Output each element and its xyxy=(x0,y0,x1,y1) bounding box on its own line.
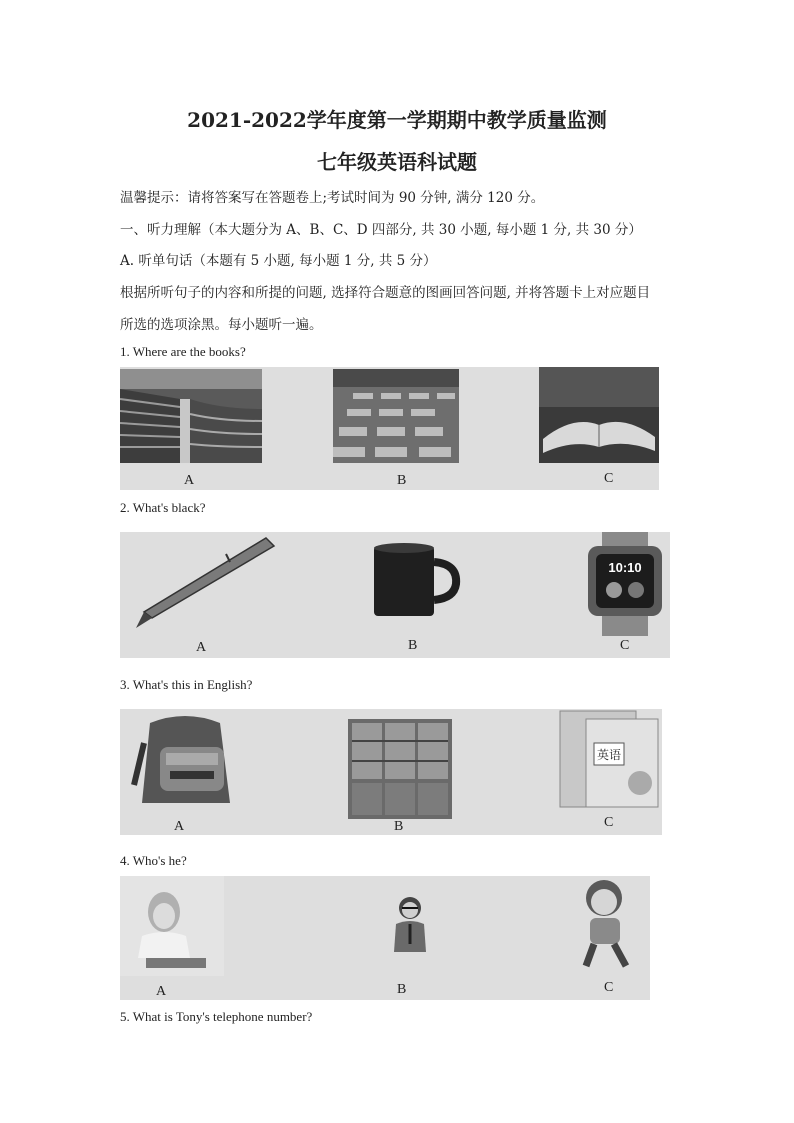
question-3: 3. What's this in English? xyxy=(120,677,253,692)
question-1-pictures xyxy=(120,367,659,490)
option-c-label: C xyxy=(604,471,614,486)
open-book-icon xyxy=(539,367,659,463)
question-4-pictures xyxy=(120,876,650,1000)
pen-icon xyxy=(126,532,276,636)
option-b-label: B xyxy=(397,473,407,488)
classroom-desks-icon xyxy=(333,369,459,463)
english-textbook-icon xyxy=(556,709,662,809)
option-a-label: A xyxy=(196,640,207,655)
watch-time: 10:10 xyxy=(608,560,642,575)
open-book-picture xyxy=(539,367,659,463)
option-a-label: A xyxy=(156,984,167,999)
part-a-heading: A. 听单句话（本题有 5 小题, 每小题 1 分, 共 5 分） xyxy=(120,253,437,269)
question-4: 4. Who's he? xyxy=(120,853,187,868)
library-picture xyxy=(120,369,262,463)
option-c-label: C xyxy=(604,815,614,830)
question-5: 5. What is Tony's telephone number? xyxy=(120,1009,313,1024)
option-c-label: C xyxy=(604,980,614,995)
backpack-icon xyxy=(130,713,240,809)
library-bookshelves-icon xyxy=(120,369,262,463)
option-b-label: B xyxy=(397,982,407,997)
question-3-pictures xyxy=(120,709,662,835)
cartoon-boy-icon xyxy=(572,876,644,972)
option-b-label: B xyxy=(408,638,418,653)
option-a-label: A xyxy=(184,473,195,488)
mug-icon xyxy=(368,540,464,620)
exam-title: 2021-2022学年度第一学期期中教学质量监测 xyxy=(187,108,607,132)
question-2-pictures xyxy=(120,532,670,658)
smartwatch-icon xyxy=(580,532,670,636)
question-1: 1. Where are the books? xyxy=(120,344,246,359)
instruction: 根据所听句子的内容和所提的问题, 选择符合题意的图画回答问题, 并将答题卡上对应题目 xyxy=(120,285,651,301)
section-heading: 一、听力理解（本大题分为 A、B、C、D 四部分, 共 30 小题, 每小题 1 分, 共 30 分） xyxy=(120,222,642,238)
bookcase-icon xyxy=(348,719,452,819)
classroom-picture xyxy=(333,369,459,463)
instruction-cont: 所选的选项涂黑。每小题听一遍。 xyxy=(120,317,323,333)
girl-reading-icon xyxy=(120,876,224,976)
option-c-label: C xyxy=(620,638,630,653)
man-with-glasses-icon xyxy=(386,894,434,954)
question-2: 2. What's black? xyxy=(120,500,206,515)
textbook-label: 英语 xyxy=(596,748,622,762)
option-a-label: A xyxy=(174,819,185,834)
exam-subtitle: 七年级英语科试题 xyxy=(317,150,477,174)
option-b-label: B xyxy=(394,819,404,834)
notice: 温馨提示：请将答案写在答题卷上;考试时间为 90 分钟, 满分 120 分。 xyxy=(120,190,545,206)
